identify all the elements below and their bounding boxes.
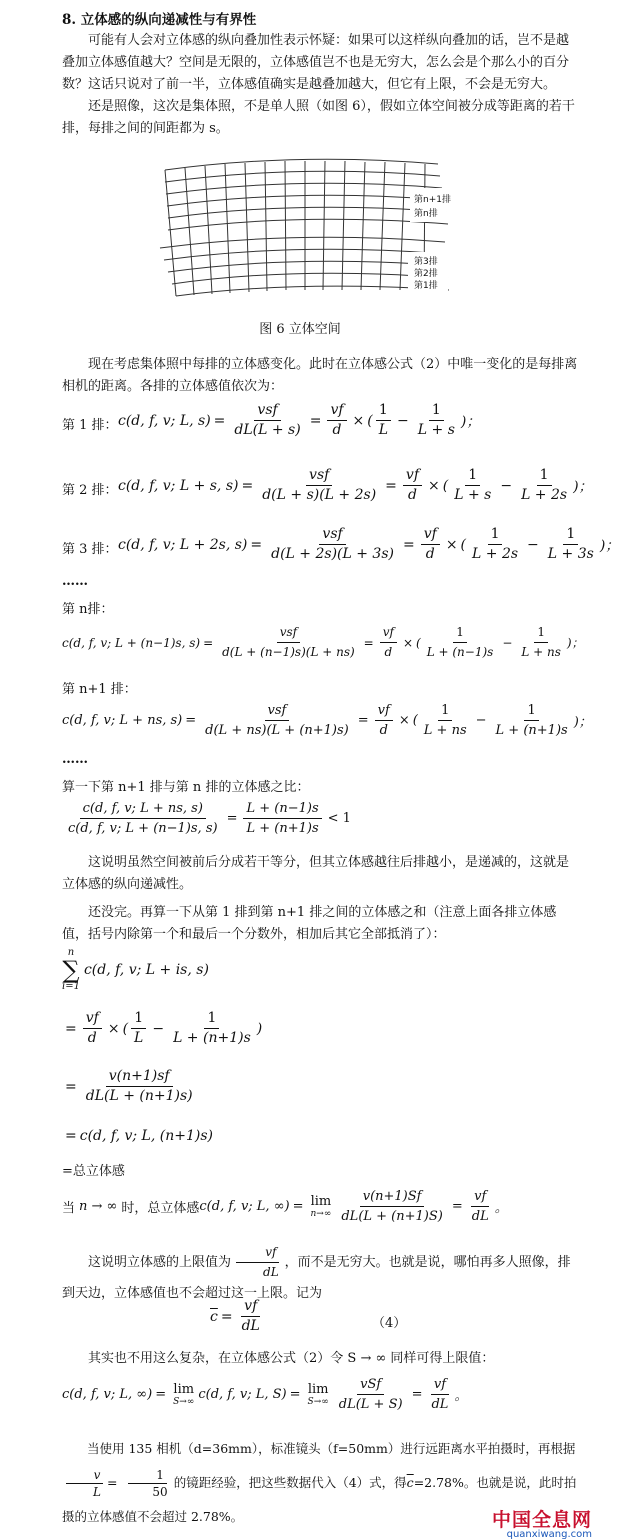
formula-eq4: $\overline{c}$ = $\frac{vf}{dL}$ <box>210 1298 260 1334</box>
limit-intro-b: 时，总立体感 <box>121 1201 200 1216</box>
row-label-n-plus-1: 第n+1排 <box>414 195 451 205</box>
watermark <box>492 1505 592 1540</box>
eq-number: （4） <box>372 1316 407 1331</box>
row-label-2: 第2排 <box>414 269 438 279</box>
watermark-title: 中国全息网 <box>491 1509 592 1531</box>
rown-label: 第 n排： <box>62 602 114 617</box>
formula-row-1: c(d, f, v; L, s) = $\frac{\text{vsf}}{dL(L + s)}$ = $\frac{vf}{d}$ × ( $\frac{1}{L}$ − $\frac{1}{L + s}$ )； <box>118 402 481 438</box>
row3-label: 第 3 排： <box>62 542 118 557</box>
formula-sum-step1: = $\frac{vf}{d}$ × ( $\frac{1}{L}$ − $\frac{1}{L + (n+1)s}$ ) <box>65 1010 263 1046</box>
figure-stereo-space <box>0 148 600 308</box>
figure-caption: 图 6 立体空间 <box>259 322 341 337</box>
para8-a: 当使用 135 相机（d=36mm），标准镜头（f=50mm）进行远距离水平拍摄时，再根据 <box>87 1441 576 1456</box>
rown1-label: 第 n+1 排： <box>62 682 137 697</box>
paragraph-upper-bound: 这说明立体感的上限值为 $\frac{vf}{dL}$ ，而不是无穷大。也就是说，哪怕再多人照像，排到天边，立体感值也不会超过这一上限。记为 <box>62 1245 571 1301</box>
formula-sum: n ∑ i=1 c(d, f, v; L + is, s) <box>62 947 209 992</box>
row-label-1: 第1排 <box>414 281 438 291</box>
paragraph-row-variation: 现在考虑集体照中每排的立体感变化。此时在立体感公式（2）中唯一变化的是每排离相机的距离。各排的立体感值依次为： <box>62 357 578 394</box>
ellipsis-1: …… <box>62 574 88 589</box>
para6-a: 这说明立体感的上限值为 <box>88 1255 232 1270</box>
figure-grid-diagram <box>0 148 600 308</box>
paragraph-sum: 还没完。再算一下从第 1 排到第 n+1 排之间的立体感之和（注意上面各排立体感值，括号内除第一个和最后一个分数外，相加后其它全部抵消了）： <box>62 905 557 942</box>
formula-row-3: c(d, f, v; L + 2s, s) = $\frac{\text{vsf}}{d(L + 2s)(L + 3s)}$ = $\frac{vf}{d}$ × ( $\frac{1}{L + 2s}$ − $\frac{1}{L + 3s}$ )； <box>118 526 619 562</box>
formula-sum-step2: = $\frac{v(n+1)sf}{dL(L + (n+1)s)}$ <box>65 1068 193 1104</box>
formula-sum-step3: = c(d, f, v; L, (n+1)s) <box>65 1128 213 1144</box>
formula-row-2: c(d, f, v; L + s, s) = $\frac{\text{vsf}}{d(L + s)(L + 2s)}$ = $\frac{vf}{d}$ × ( $\frac{1}{L + s}$ − $\frac{1}{L + 2s}$ )； <box>118 467 593 503</box>
row2-label: 第 2 排： <box>62 483 118 498</box>
ellipsis-2: …… <box>62 752 88 767</box>
paragraph-camera-example: 当使用 135 相机（d=36mm），标准镜头（f=50mm）进行远距离水平拍摄时，再根据 $\frac{v}{L}$ = $\frac{1}{50}$ 的镜距经验，把这些数据代入（4）式，得$\overline{c}=2.78\%$。也就是说，此时拍摄的立体感值不会超过 2.78%。 <box>62 1441 577 1524</box>
paragraph-intro: 可能有人会对立体感的纵向叠加性表示怀疑：如果可以这样纵向叠加的话，岂不是越叠加立体感值越大？空间是无限的，立体感值岂不也是无穷大，怎么会是个那么小的百分数？这话只说对了前一半，立体感值确实是越叠加越大，但它有上限，不会是无穷大。 <box>62 33 570 92</box>
formula-limit: 当 n → ∞ 时，总立体感 c(d, f, v; L, ∞) = lim n→∞ $\frac{v(n+1)Sf}{dL(L + (n+1)S)}$ = $\frac{vf}{dL}$ 。 <box>62 1189 508 1224</box>
row-label-n: 第n排 <box>414 209 438 219</box>
watermark-url: quanxiwang.com <box>506 1529 592 1540</box>
paragraph-group-photo: 还是照像，这次是集体照，不是单人照（如图 6），假如立体空间被分成等距离的若干排，每排之间的间距都为 s。 <box>62 99 575 136</box>
row1-label: 第 1 排： <box>62 418 118 433</box>
section-heading: 8. 立体感的纵向递减性与有界性 <box>62 12 257 28</box>
formula-row-n-plus-1: c(d, f, v; L + ns, s) = $\frac{\text{vsf}}{d(L + ns)(L + (n+1)s)}$ = $\frac{vf}{d}$ × ( $\frac{1}{L + ns}$ − $\frac{1}{L + (n+1)s}$ )； <box>62 703 592 738</box>
paragraph-decreasing: 这说明虽然空间被前后分成若干等分，但其立体感越往后排越小，是递减的，这就是立体感的纵向递减性。 <box>62 855 570 892</box>
total-label: =总立体感 <box>62 1164 125 1179</box>
paragraph-shortcut: 其实也不用这么复杂，在立体感公式（2）令 S → ∞ 同样可得上限值： <box>88 1351 495 1366</box>
row-label-3: 第3排 <box>414 257 438 267</box>
limit-intro-a: 当 <box>62 1201 76 1216</box>
formula-ratio: $\frac{c(d, f, v; L + ns, s)}{c(d, f, v; L + (n-1)s, s)}$ = $\frac{L + (n-1)s}{L + (n+1)s}$ < 1 <box>68 801 351 836</box>
formula-row-n: c(d, f, v; L + (n−1)s, s) = $\frac{\text{vsf}}{d(L + (n-1)s)(L + ns)}$ = $\frac{vf}{d}$ × ( $\frac{1}{L + (n-1)s}$ − $\frac{1}{L + ns}$ )； <box>62 625 584 659</box>
para8-c: =2.78%。也就是说，此时拍摄的立体感值不会超过 2.78%。 <box>62 1475 577 1524</box>
ratio-intro: 算一下第 n+1 排与第 n 排的立体感之比： <box>62 780 310 795</box>
formula-limit-s: c(d, f, v; L, ∞) = lim S→∞ c(d, f, v; L, S) = lim S→∞ $\frac{\text{vSf}}{dL(L + S)}$ = $\frac{vf}{dL}$ 。 <box>62 1377 468 1412</box>
para8-b: 的镜距经验，把这些数据代入（4）式，得 <box>173 1475 407 1490</box>
para6-b: ，而不是无穷大。也就是说，哪怕再多人照像，排到天边，立体感值也不会超过这一上限。记为 <box>62 1255 571 1301</box>
